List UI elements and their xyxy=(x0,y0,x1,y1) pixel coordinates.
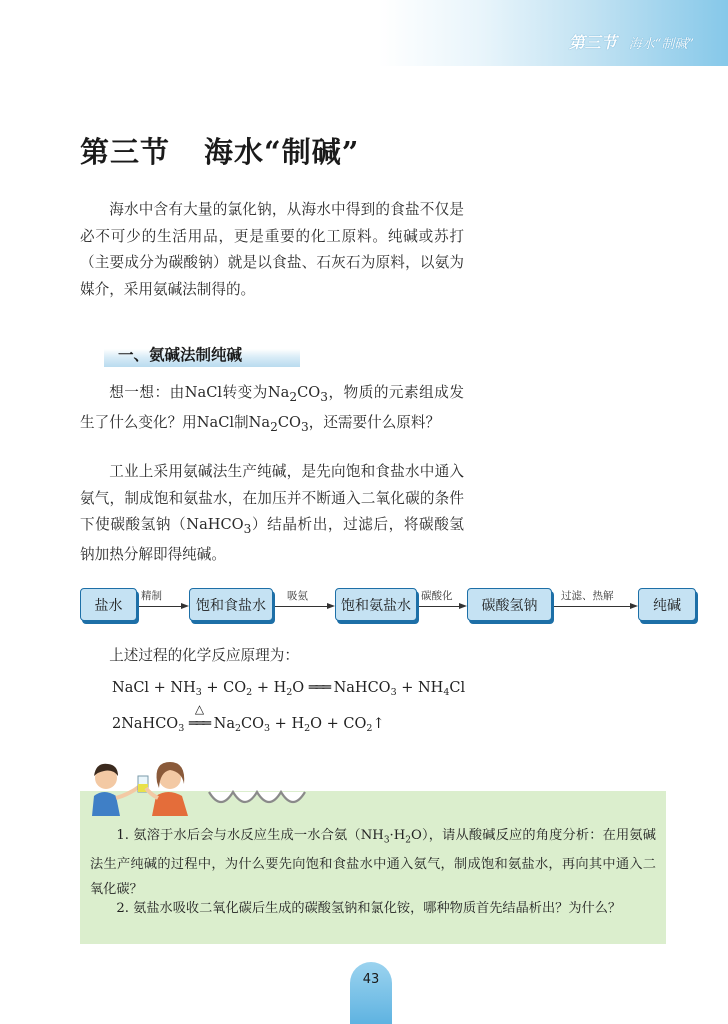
flow-arrow-line xyxy=(139,606,183,607)
reaction-intro: 上述过程的化学反应原理为： xyxy=(109,647,299,664)
page-number: 43 xyxy=(362,972,380,987)
flow-label-absorb-ammonia: 吸氨 xyxy=(287,590,308,602)
title-section: 第三节 xyxy=(80,135,171,169)
flow-box-soda-ash: 纯碱 xyxy=(638,588,696,621)
flow-label-carbonation: 碳酸化 xyxy=(421,590,453,602)
page-title xyxy=(80,130,359,171)
flow-box-ammoniated-brine: 饱和氨盐水 xyxy=(335,588,417,621)
think-paragraph: 想一想：由NaCl转变为$Na_2CO_3$，物质的元素组成发生了什么变化？用NaCl制$Na_2CO_3$，还需要什么原料？ xyxy=(80,384,464,435)
equals-sign: ═══ xyxy=(308,680,329,696)
flow-box-brine: 盐水 xyxy=(80,588,137,621)
title-topic: 海水“制碱” xyxy=(204,135,360,169)
flow-box-saturated-brine: 饱和食盐水 xyxy=(189,588,273,621)
intro-paragraph: 海水中含有大量的氯化钠，从海水中得到的食盐不仅是必不可少的生活用品，更是重要的化工原料。纯碱或苏打（主要成分为碳酸钠）就是以食盐、石灰石为原料，以氨为媒介，采用氨碱法制得的。 xyxy=(80,201,464,298)
flow-arrow-line xyxy=(275,606,329,607)
running-head-title: 海水“制碱” xyxy=(628,37,694,52)
equation-1: NaCl + $NH_3 + CO_2 + H_2O$ ═══ NaHCO$_3$ + $NH_4Cl$ xyxy=(112,680,466,698)
students-discussion-illustration xyxy=(86,752,196,816)
running-head-section: 第三节 xyxy=(568,33,617,52)
discussion-question-2: 2. 氨盐水吸收二氧化碳后生成的碳酸氢钠和氯化铵，哪种物质首先结晶析出？为什么？ xyxy=(116,901,622,916)
flow-arrow-line xyxy=(419,606,461,607)
flow-arrow-head xyxy=(181,603,189,609)
flow-arrow-head xyxy=(630,603,638,609)
flow-box-sodium-bicarbonate: 碳酸氢钠 xyxy=(467,588,552,621)
equals-sign: ═══ xyxy=(188,716,210,732)
flow-label-filter-heat: 过滤、热解 xyxy=(561,590,614,602)
running-head xyxy=(569,30,694,52)
heat-condition: △ xyxy=(194,702,205,716)
equation-2: 2NaHCO$_3$ △ ═══ $Na_2CO_3 + H_2O$ + $CO_2↑$ xyxy=(112,702,385,734)
process-paragraph: 工业上采用氨碱法生产纯碱，是先向饱和食盐水中通入氨气，制成饱和氨盐水，在加压并不断通入二氧化碳的条件下使碳酸氢钠（NaHCO$_3$）结晶析出，过滤后，将碳酸氢钠加热分解即得纯碱。 xyxy=(80,463,464,564)
discussion-question-1: 1. 氨溶于水后会与水反应生成一水合氨$(NH_3\cdot H_2O)$，请从酸碱反应的角度分析：在用氨碱法生产纯碱的过程中，为什么要先向饱和食盐水中通入氨气，制成饱和氨盐水，再向其中通入二氧化碳？ xyxy=(90,828,656,897)
section-heading: 一、氨碱法制纯碱 xyxy=(118,346,243,364)
flow-arrow-head xyxy=(459,603,467,609)
flow-arrow-head xyxy=(327,603,335,609)
flow-label-refine: 精制 xyxy=(141,590,162,602)
thought-bubbles xyxy=(207,782,311,808)
flow-arrow-line xyxy=(554,606,632,607)
